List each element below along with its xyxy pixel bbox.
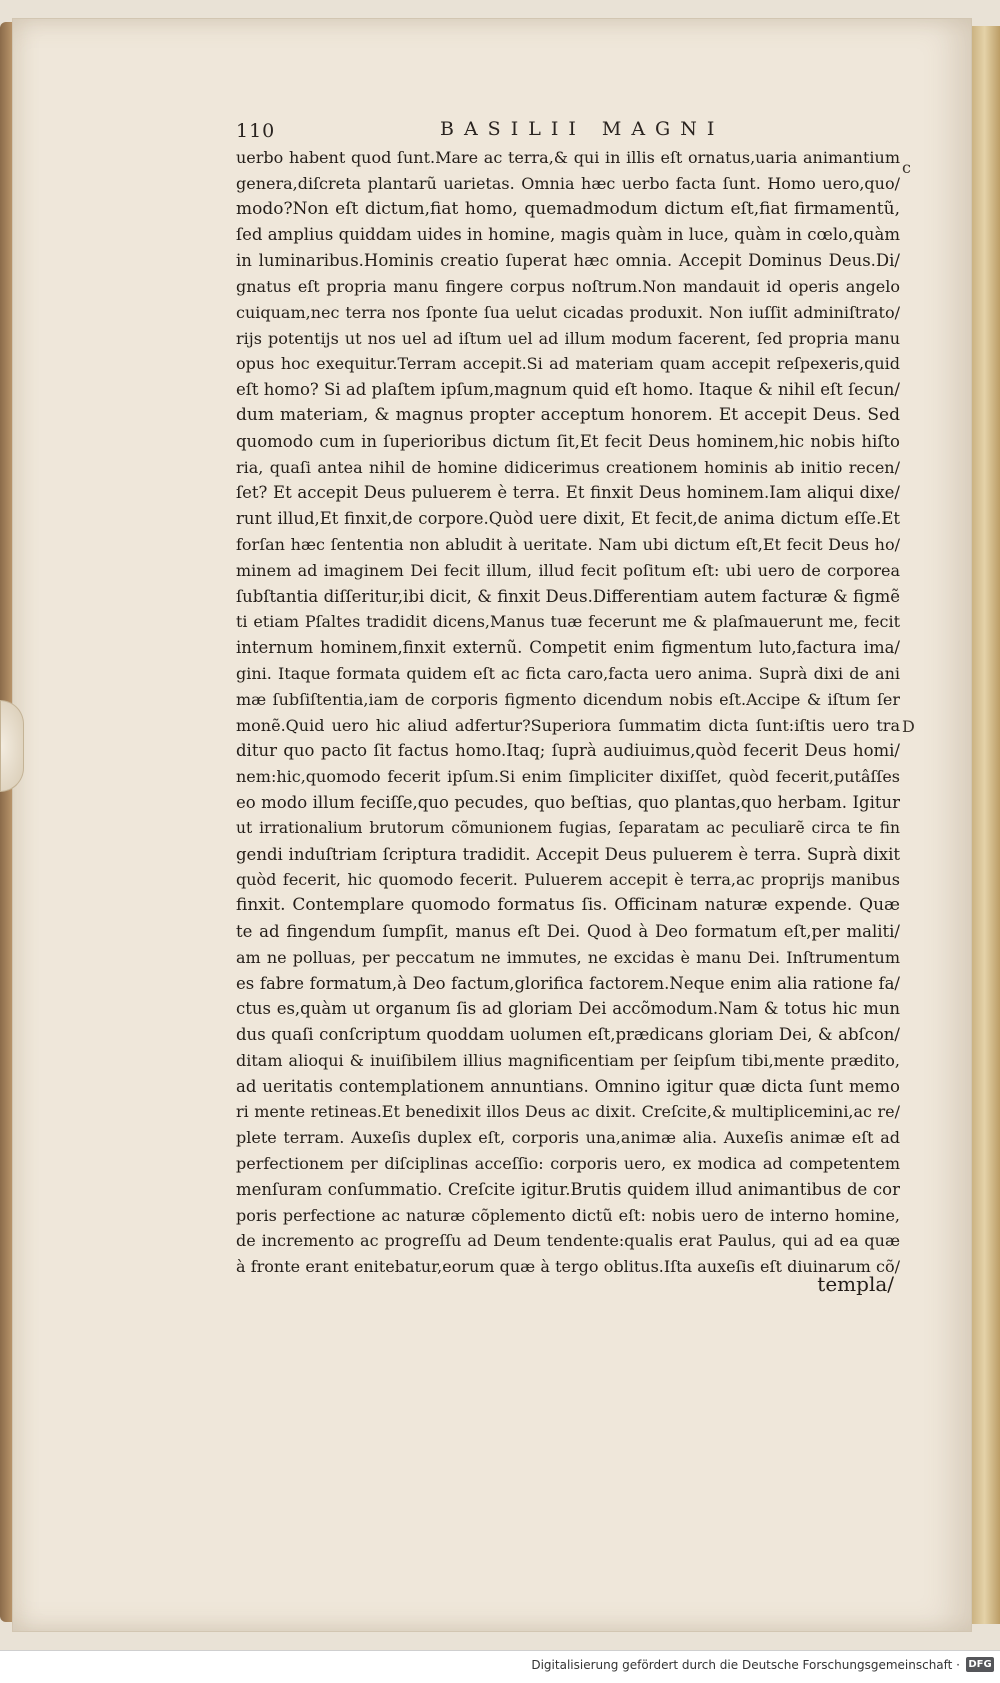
text-line: eſt homo? Si ad plaſtem ipſum,magnum quid eſt homo. Itaque & nihil eſt ſecun/: [236, 380, 900, 400]
text-line: gnatus eſt propria manu fingere corpus noſtrum.Non mandauit id operis angelo: [236, 276, 900, 296]
text-line: internum hominem,finxit externũ. Competit enim figmentum luto,factura ima/: [236, 638, 900, 658]
text-line: modo?Non eſt dictum,fiat homo, quemadmodum dictum eſt,fiat firmamentũ,: [236, 198, 900, 219]
text-line: gendi induſtriam ſcriptura tradidit. Accepit Deus puluerem è terra. Suprà dixit: [236, 844, 900, 864]
running-head: BASILII MAGNI: [440, 118, 725, 140]
text-line: am ne polluas, per peccatum ne immutes, ne excidas è manu Dei. Inſtrumentum: [236, 947, 900, 967]
text-line: ti etiam Pſaltes tradidit dicens,Manus tuæ fecerunt me & plaſmauerunt me, fecit: [236, 612, 900, 632]
text-line: dus quaſi conſcriptum quoddam uolumen eſt,prædicans gloriam Dei, & abſcon/: [236, 1025, 900, 1045]
text-line: runt illud,Et finxit,de corpore.Quòd uere dixit, Et fecit,de anima dictum eſſe.Et: [236, 509, 900, 529]
text-line: rijs potentijs ut nos uel ad iſtum uel ad illum modum facerent, ſed propria manu: [236, 328, 900, 348]
text-line: opus hoc exequitur.Terram accepit.Si ad materiam quam accepit reſpexeris,quid: [236, 354, 900, 374]
text-line: plete terram. Auxeſis duplex eſt, corporis una,animæ alia. Auxeſis animæ eſt ad: [236, 1128, 900, 1148]
text-line: mæ ſubſiſtentia,iam de corporis figmento dicendum nobis eſt.Accipe & iſtum ſer: [236, 689, 900, 709]
margin-mark: c: [902, 158, 911, 177]
margin-mark: D: [902, 717, 915, 736]
text-line: cuiquam,nec terra nos ſponte ſua uelut cicadas produxit. Non iuſſit adminiſtrato/: [236, 302, 900, 322]
text-line: ditur quo pacto ſit factus homo.Itaq; ſuprà audiuimus,quòd fecerit Deus homi/: [236, 741, 900, 761]
text-line: quòd fecerit, hic quomodo fecerit. Puluerem accepit è terra,ac proprijs manibus: [236, 870, 900, 890]
binding-clasp: [0, 700, 24, 792]
dfg-logo: DFG: [966, 1657, 994, 1672]
text-line: à fronte erant enitebatur,eorum quæ à tergo oblitus.Iſta auxeſis eſt diuinarum cõ/: [236, 1257, 900, 1277]
text-line: uerbo habent quod ſunt.Mare ac terra,& qui in illis eſt ornatus,uaria animantium: [236, 148, 900, 167]
page-number: 110: [236, 120, 276, 142]
text-line: ſet? Et accepit Deus puluerem è terra. Et finxit Deus hominem.Iam aliqui dixe/: [236, 483, 900, 503]
text-line: dum materiam, & magnus propter acceptum honorem. Et accepit Deus. Sed: [236, 404, 900, 425]
text-line: ut irrationalium brutorum cõmunionem fugias, ſeparatam ac peculiarẽ circa te fin: [236, 818, 900, 837]
facing-page-edge: [970, 26, 1000, 1624]
text-line: poris perfectione ac naturæ cõplemento dictũ eſt: nobis uero de interno homine,: [236, 1205, 900, 1225]
text-line: finxit. Contemplare quomodo formatus ſis. Officinam naturæ expende. Quæ: [236, 895, 900, 916]
text-line: forſan hæc ſententia non abludit à ueritate. Nam ubi dictum eſt,Et fecit Deus ho/: [236, 534, 900, 554]
text-line: ſubſtantia diſſeritur,ibi dicit, & finxit Deus.Differentiam autem facturæ & figmẽ: [236, 586, 900, 606]
footer-bar: [0, 1650, 1000, 1683]
text-line: perfectionem per diſciplinas acceſſio: corporis uero, ex modica ad competentem: [236, 1154, 900, 1174]
text-line: minem ad imaginem Dei fecit illum, illud fecit poſitum eſt: ubi uero de corporea: [236, 560, 900, 580]
body-text: [236, 145, 900, 1280]
text-line: es fabre formatum,à Deo factum,glorifica factorem.Neque enim alia ratione fa/: [236, 973, 900, 993]
text-line: ditam alioqui & inuiſibilem illius magnificentiam per ſeipſum tibi,mente prædito,: [236, 1050, 900, 1070]
text-line: genera,diſcreta plantarũ uarietas. Omnia hæc uerbo facta ſunt. Homo uero,quo/: [236, 173, 900, 193]
text-line: nem:hic,quomodo fecerit ipſum.Si enim ſimpliciter dixiſſet, quòd fecerit,putâſſes: [236, 767, 900, 787]
book-cover-edge: [0, 22, 12, 1622]
text-line: quomodo cum in ſuperioribus dictum ſit,Et fecit Deus hominem,hic nobis hiſto: [236, 431, 900, 451]
text-line: de incremento ac progreſſu ad Deum tendente:qualis erat Paulus, qui ad ea quæ: [236, 1231, 900, 1251]
text-line: ad ueritatis contemplationem annuntians. Omnino igitur quæ dicta ſunt memo: [236, 1076, 900, 1096]
text-line: in luminaribus.Hominis creatio ſuperat hæc omnia. Accepit Dominus Deus.Di/: [236, 251, 900, 271]
footer-credit: Digitalisierung gefördert durch die Deutsche Forschungsgemeinschaft ·: [531, 1658, 960, 1672]
text-line: gini. Itaque formata quidem eſt ac ficta caro,facta uero anima. Suprà dixi de ani: [236, 663, 900, 683]
catchword: templa/: [817, 1272, 894, 1296]
text-line: ri mente retineas.Et benedixit illos Deus ac dixit. Creſcite,& multiplicemini,ac re/: [236, 1102, 900, 1122]
text-line: eo modo illum feciſſe,quo pecudes, quo beſtias, quo plantas,quo herbam. Igitur: [236, 792, 900, 812]
text-line: te ad fingendum ſumpſit, manus eſt Dei. Quod à Deo formatum eſt,per maliti/: [236, 921, 900, 941]
text-line: ſed amplius quiddam uides in homine, magis quàm in luce, quàm in cœlo,quàm: [236, 225, 900, 245]
text-line: monẽ.Quid uero hic aliud adfertur?Superiora ſummatim dicta ſunt:iſtis uero tra: [236, 715, 900, 735]
text-line: ria, quaſi antea nihil de homine didicerimus creationem hominis ab initio recen/: [236, 457, 900, 477]
text-line: menſuram conſummatio. Creſcite igitur.Brutis quidem illud animantibus de cor: [236, 1179, 900, 1199]
text-line: ctus es,quàm ut organum ſis ad gloriam Dei accõmodum.Nam & totus hic mun: [236, 999, 900, 1019]
